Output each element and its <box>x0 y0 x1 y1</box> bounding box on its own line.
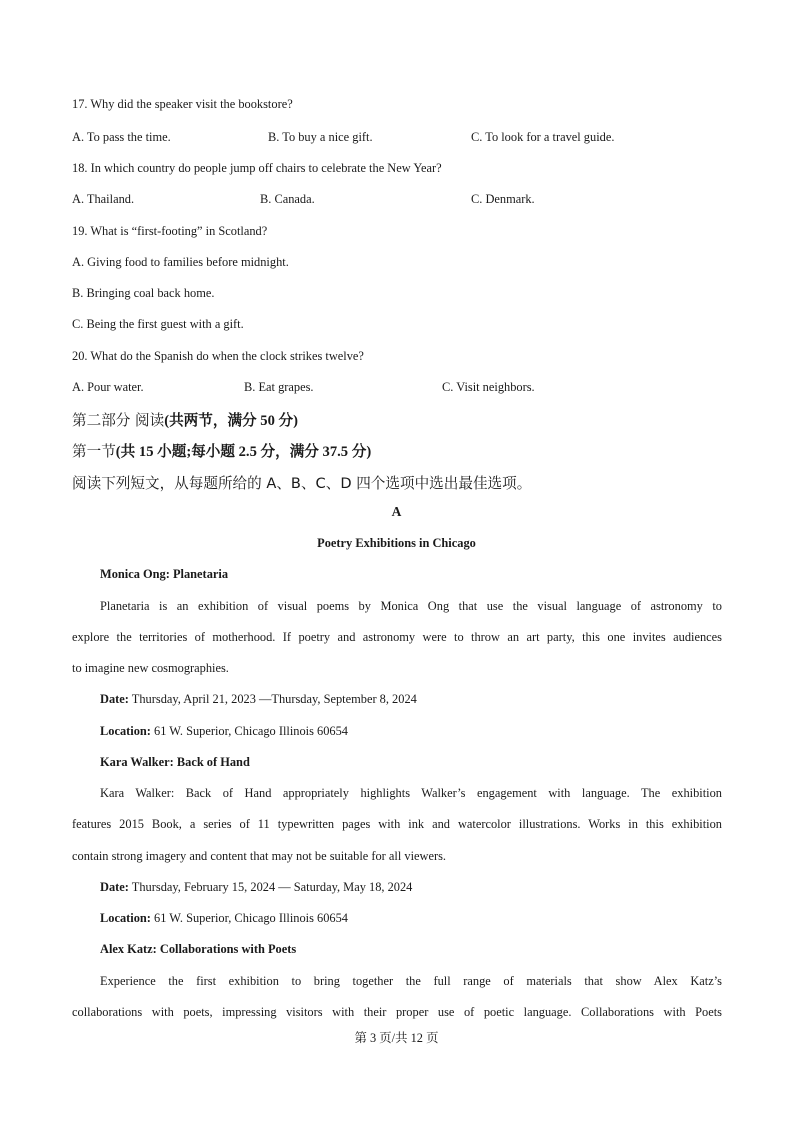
exhibition-1-line-2: explore the territories of motherhood. If poetry and astronomy were to throw an art party, this one invites audiences <box>72 630 722 644</box>
date-label: Date: <box>100 880 129 894</box>
location-label: Location: <box>100 724 151 738</box>
exhibition-2-line-1: Kara Walker: Back of Hand appropriately highlights Walker’s engagement with language. The exhibition <box>100 786 722 800</box>
question-20: 20. What do the Spanish do when the clock strikes twelve? <box>72 349 364 363</box>
question-19: 19. What is “first-footing” in Scotland? <box>72 224 268 238</box>
exhibition-1-line-1: Planetaria is an exhibition of visual poems by Monica Ong that use the visual language of astronomy to <box>100 599 722 613</box>
exhibition-1-line-3: to imagine new cosmographies. <box>72 661 229 675</box>
section1-heading <box>72 440 371 461</box>
question-18: 18. In which country do people jump off chairs to celebrate the New Year? <box>72 161 442 175</box>
q18-option-b: B. Canada. <box>260 192 315 206</box>
passage-letter: A <box>391 504 402 519</box>
q17-option-c: C. To look for a travel guide. <box>471 130 615 144</box>
q20-option-c: C. Visit neighbors. <box>442 380 535 394</box>
q19-option-b: B. Bringing coal back home. <box>72 286 215 300</box>
part2-heading <box>72 409 298 430</box>
exhibition-2-line-3: contain strong imagery and content that may not be suitable for all viewers. <box>72 849 447 863</box>
passage-title: Poetry Exhibitions in Chicago <box>317 536 476 550</box>
date-value: Thursday, April 21, 2023 —Thursday, September 8, 2024 <box>131 692 417 706</box>
part2-heading-main: 第二部分 阅读 <box>72 412 165 429</box>
page-footer: 第 3 页/共 12 页 <box>354 1031 439 1045</box>
section1-heading-score: 每小题 2.5 分，满分 37.5 分) <box>191 444 372 460</box>
exhibition-1-date <box>100 692 417 707</box>
question-17: 17. Why did the speaker visit the bookstore? <box>72 97 293 111</box>
q18-option-c: C. Denmark. <box>471 192 535 206</box>
exhibition-2-date <box>100 880 412 895</box>
date-label: Date: <box>100 692 129 706</box>
exhibition-1-location <box>100 724 348 739</box>
q20-option-a: A. Pour water. <box>72 380 144 394</box>
reading-instruction: 阅读下列短文，从每题所给的 A、B、C、D 四个选项中选出最佳选项。 <box>72 475 532 492</box>
q18-option-a: A. Thailand. <box>72 192 135 206</box>
exhibition-3-line-2: collaborations with poets, impressing visitors with their proper use of poetic language. Collaborations with Poets <box>72 1005 722 1019</box>
q20-option-b: B. Eat grapes. <box>244 380 314 394</box>
q19-option-c: C. Being the first guest with a gift. <box>72 317 244 331</box>
exhibition-3-line-1: Experience the first exhibition to bring together the full range of materials that show Alex Katz’s <box>100 974 722 988</box>
exhibition-3-title: Alex Katz: Collaborations with Poets <box>100 942 297 956</box>
date-value: Thursday, February 15, 2024 — Saturday, May 18, 2024 <box>131 880 413 894</box>
location-value: 61 W. Superior, Chicago Illinois 60654 <box>154 724 349 738</box>
q17-option-b: B. To buy a nice gift. <box>268 130 373 144</box>
q17-option-a: A. To pass the time. <box>72 130 171 144</box>
location-value: 61 W. Superior, Chicago Illinois 60654 <box>154 911 349 925</box>
exhibition-2-line-2: features 2015 Book, a series of 11 typewritten pages with ink and watercolor illustrations. Works in this exhibition <box>72 817 722 831</box>
part2-heading-score: (共两节，满分 50 分) <box>164 413 298 429</box>
section1-heading-count: (共 15 小题; <box>115 444 192 460</box>
exhibition-2-location <box>100 911 348 926</box>
exhibition-1-title: Monica Ong: Planetaria <box>100 567 229 581</box>
q19-option-a: A. Giving food to families before midnight. <box>72 255 289 269</box>
exhibition-2-title: Kara Walker: Back of Hand <box>100 755 250 769</box>
location-label: Location: <box>100 911 151 925</box>
section1-heading-main: 第一节 <box>72 443 116 460</box>
